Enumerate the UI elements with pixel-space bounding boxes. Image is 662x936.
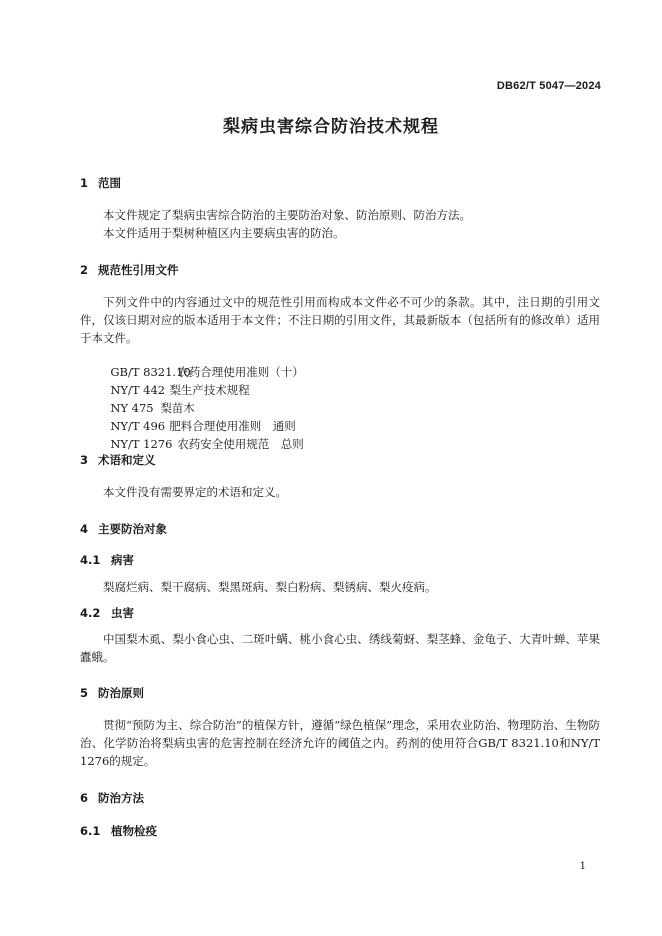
section-number: 6.1 xyxy=(80,824,101,838)
section-number: 3 xyxy=(80,453,89,467)
reference-code: NY/T 442 xyxy=(110,383,166,397)
reference-title: 梨苗木 xyxy=(160,401,195,415)
section-3-heading xyxy=(80,452,156,468)
reference-code: GB/T 8321.10 xyxy=(110,365,191,379)
section-number: 1 xyxy=(80,176,89,190)
section-5-heading xyxy=(80,685,144,701)
paragraph: 贯彻“预防为主、综合防治”的植保方针，遵循“绿色植保”理念，采用农业防治、物理防治、生物防治、化学防治将梨病虫害的危害控制在经济允许的阈值之内。药剂的使用符合GB/T 8321.10和NY/T 1276的规定。 xyxy=(80,718,600,768)
section-number: 4 xyxy=(80,522,89,536)
section-title: 虫害 xyxy=(111,606,134,620)
section-6-heading xyxy=(80,790,144,806)
paragraph: 中国梨木虱、梨小食心虫、二斑叶螨、桃小食心虫、绣线菊蚜、梨茎蜂、金龟子、大青叶蝉、苹果蠹蛾。 xyxy=(80,632,600,664)
section-number: 4.2 xyxy=(80,606,101,620)
section-title: 主要防治对象 xyxy=(98,522,167,536)
section-number: 5 xyxy=(80,686,89,700)
section-title: 植物检疫 xyxy=(111,824,157,838)
reference-title: 农药安全使用规范 总则 xyxy=(177,437,304,451)
reference-code: NY 475 xyxy=(110,401,154,415)
section-title: 范围 xyxy=(98,176,121,190)
reference-title: 农药合理使用准则（十） xyxy=(177,365,304,379)
section-title: 术语和定义 xyxy=(98,453,156,467)
section-title: 防治原则 xyxy=(98,686,144,700)
reference-title: 肥料合理使用准则 通则 xyxy=(169,419,296,433)
subsection-6-1-heading xyxy=(80,823,157,839)
section-2-heading xyxy=(80,262,179,278)
section-title: 规范性引用文件 xyxy=(98,263,179,277)
document-title: 梨病虫害综合防治技术规程 xyxy=(223,117,439,137)
section-number: 6 xyxy=(80,791,89,805)
subsection-4-1-heading xyxy=(80,552,134,568)
page-number: 1 xyxy=(579,861,586,872)
paragraph: 本文件没有需要界定的术语和定义。 xyxy=(103,485,287,499)
section-number: 4.1 xyxy=(80,553,101,567)
standard-code: DB62/T 5047—2024 xyxy=(496,80,601,92)
paragraph: 本文件适用于梨树种植区内主要病虫害的防治。 xyxy=(103,226,345,240)
paragraph: 梨腐烂病、梨干腐病、梨黑斑病、梨白粉病、梨锈病、梨火疫病。 xyxy=(103,580,437,594)
reference-code: NY/T 496 xyxy=(110,419,166,433)
section-title: 病害 xyxy=(111,553,134,567)
subsection-4-2-heading xyxy=(80,605,134,621)
section-number: 2 xyxy=(80,263,89,277)
section-4-heading xyxy=(80,521,167,537)
section-1-heading xyxy=(80,175,121,191)
section-title: 防治方法 xyxy=(98,791,144,805)
paragraph: 本文件规定了梨病虫害综合防治的主要防治对象、防治原则、防治方法。 xyxy=(103,208,471,222)
reference-title: 梨生产技术规程 xyxy=(169,383,250,397)
reference-item xyxy=(103,417,304,453)
reference-code: NY/T 1276 xyxy=(110,437,173,451)
paragraph: 下列文件中的内容通过文中的规范性引用而构成本文件必不可少的条款。其中，注日期的引用文件，仅该日期对应的版本适用于本文件；不注日期的引用文件，其最新版本（包括所有的修改单）适用于本文件。 xyxy=(80,295,600,345)
